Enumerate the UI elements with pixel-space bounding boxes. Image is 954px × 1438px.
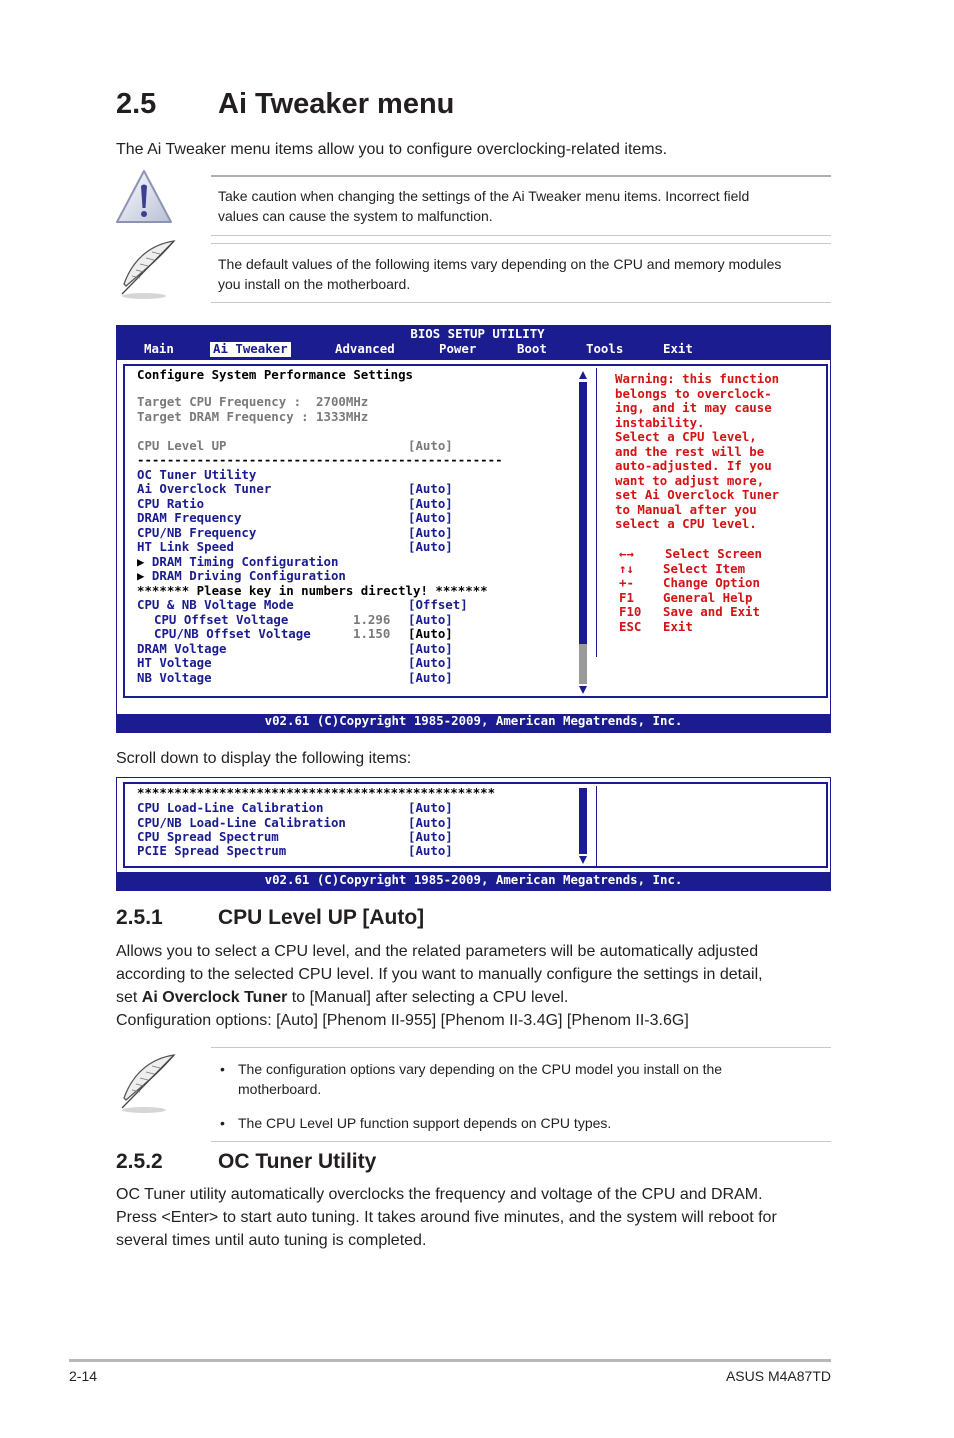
cpu-spread-spectrum-value[interactable]: [Auto] [408, 829, 453, 844]
bios-title: BIOS SETUP UTILITY [410, 326, 545, 341]
bios-body [116, 359, 831, 715]
triangle-right-icon: ▶ [137, 568, 152, 583]
bios-body-2 [116, 777, 831, 873]
menu-advanced[interactable]: Advanced [335, 341, 395, 356]
ai-overclock-tuner-value[interactable]: [Auto] [408, 481, 453, 496]
help-line: Warning: this function [615, 371, 780, 386]
help-line: ing, and it may cause [615, 400, 772, 415]
voltage-mode-label[interactable]: CPU & NB Voltage Mode [137, 597, 294, 612]
menu-boot[interactable]: Boot [517, 341, 547, 356]
dram-voltage-value[interactable]: [Auto] [408, 641, 453, 656]
cpunb-llc-label[interactable]: CPU/NB Load-Line Calibration [137, 815, 346, 830]
cpunb-offset-voltage-label[interactable]: CPU/NB Offset Voltage [154, 626, 311, 641]
cpu-level-up-label[interactable]: CPU Level UP [137, 438, 227, 453]
help-line: select a CPU level. [615, 516, 757, 531]
dram-frequency-value[interactable]: [Auto] [408, 510, 453, 525]
cpu-ratio-label[interactable]: CPU Ratio [137, 496, 205, 511]
feather-pen-icon [114, 1052, 178, 1114]
key-save-exit-desc: Save and Exit [663, 604, 760, 619]
cpunb-frequency-value[interactable]: [Auto] [408, 525, 453, 540]
product-name: ASUS M4A87TD [725, 1368, 831, 1384]
help-panel [615, 372, 825, 642]
cpunb-frequency-label[interactable]: CPU/NB Frequency [137, 525, 257, 540]
warning-icon [114, 168, 174, 226]
help-line: want to adjust more, [615, 472, 765, 488]
pcie-spread-spectrum-value[interactable]: [Auto] [408, 843, 453, 858]
note1-text: The default values of the following items vary depending on the CPU and memory modules you install on the motherboard. [218, 256, 782, 292]
key-select-screen: ←→ [619, 546, 634, 561]
cpunb-offset-voltage-current: 1.150 [353, 626, 391, 641]
cpu-offset-voltage-current: 1.296 [353, 612, 391, 627]
bios-footer-2: v02.61 (C)Copyright 1985-2009, American Megatrends, Inc. [264, 872, 683, 887]
dram-voltage-label[interactable]: DRAM Voltage [137, 641, 227, 656]
help-divider-2 [596, 786, 597, 866]
ht-voltage-label[interactable]: HT Voltage [137, 655, 212, 670]
help-divider [596, 368, 597, 657]
help-line: set Ai Overclock Tuner [615, 487, 780, 502]
bullet-dot: • [220, 1115, 225, 1131]
cpu-offset-voltage-value[interactable]: [Auto] [408, 612, 453, 627]
key-select-item-desc: Select Item [663, 560, 746, 576]
cpu-offset-voltage-label[interactable]: CPU Offset Voltage [154, 612, 289, 627]
note2-top-rule [211, 1047, 831, 1048]
settings-panel [137, 368, 587, 693]
help-line: and the rest will be [615, 443, 765, 459]
ht-link-speed-label[interactable]: HT Link Speed [137, 539, 234, 554]
section-2-5-1-heading: 2.5.1 CPU Level UP [Auto] [116, 906, 425, 929]
bios-footer: v02.61 (C)Copyright 1985-2009, American Megatrends, Inc. [264, 713, 683, 728]
voltage-mode-value[interactable]: [Offset] [408, 597, 468, 612]
menu-main[interactable]: Main [144, 341, 174, 356]
nb-voltage-label[interactable]: NB Voltage [137, 670, 212, 685]
note2-bullet1: The configuration options vary depending on the CPU model you install on the motherboard. [238, 1061, 723, 1097]
key-change-option-desc: Change Option [663, 575, 760, 590]
cpu-llc-label[interactable]: CPU Load-Line Calibration [137, 800, 324, 815]
nb-voltage-value[interactable]: [Auto] [408, 670, 453, 685]
section-2-5-2-body: OC Tuner utility automatically overclocks the frequency and voltage of the CPU and DRAM. Press <Enter> to start auto tuning. It takes around five minutes, and the system will reboot for several times until auto tuning is completed. [116, 1186, 777, 1249]
submenu-dram-driving[interactable]: ▶ DRAM Driving Configuration [137, 568, 346, 583]
cpu-spread-spectrum-label[interactable]: CPU Spread Spectrum [137, 829, 279, 844]
bios-screen-2 [116, 777, 831, 891]
note2-bullet2: The CPU Level UP function support depends on CPU types. [238, 1115, 612, 1131]
stars-line: ************************************************ [137, 785, 496, 800]
scrollbar-2[interactable] [578, 788, 588, 866]
help-line: auto-adjusted. If you [615, 458, 772, 473]
key-select-item: ↑↓ [619, 560, 634, 576]
caution-text: Take caution when changing the settings of the Ai Tweaker menu items. Incorrect field values can cause the system to malfunction. [218, 188, 750, 224]
target-dram-frequency: Target DRAM Frequency : 1333MHz [137, 409, 369, 424]
cpunb-llc-value[interactable]: [Auto] [408, 815, 453, 830]
target-cpu-frequency: Target CPU Frequency : 2700MHz [137, 394, 369, 409]
cpu-llc-value[interactable]: [Auto] [408, 800, 453, 815]
scrollbar[interactable] [578, 370, 588, 696]
note2-bottom-rule [211, 1141, 831, 1142]
menu-tools[interactable]: Tools [586, 341, 624, 356]
key-general-help-desc: General Help [663, 589, 753, 605]
key-select-screen-desc: Select Screen [665, 546, 762, 561]
caution-top-rule [211, 175, 831, 177]
help-line: belongs to overclock- [615, 385, 772, 401]
feather-pen-icon [114, 238, 178, 300]
submenu-dram-timing[interactable]: ▶ DRAM Timing Configuration [137, 554, 339, 569]
key-change-option: +- [619, 575, 634, 590]
bullet-dot: • [220, 1061, 225, 1077]
cpu-ratio-value[interactable]: [Auto] [408, 496, 453, 511]
section-2-5-2-heading: 2.5.2 OC Tuner Utility [116, 1150, 377, 1173]
oc-tuner-utility[interactable]: OC Tuner Utility [137, 467, 257, 482]
note1-bottom-rule [211, 302, 831, 303]
bios-screen [116, 325, 831, 733]
dram-frequency-label[interactable]: DRAM Frequency [137, 510, 242, 525]
key-exit: ESC [619, 618, 642, 634]
menu-power[interactable]: Power [439, 341, 477, 356]
section-2-5-1-body: Allows you to select a CPU level, and the related parameters will be automatically adjusted according to the selected CPU level. If you want to manually configure the settings in detail, set Ai Overclock Tuner to [Manual] after selecting a CPU level. Configuration options: [Auto] [Phenom II-955] [Phenom II-3.4G] [Phenom II-3.6G] [116, 943, 763, 1029]
intro-text: The Ai Tweaker menu items allow you to configure overclocking-related items. [116, 141, 668, 158]
pcie-spread-spectrum-label[interactable]: PCIE Spread Spectrum [137, 843, 287, 858]
key-save-exit: F10 [619, 604, 642, 619]
menu-ai-tweaker[interactable]: Ai Tweaker [210, 342, 291, 357]
cpu-level-up-value[interactable]: [Auto] [408, 438, 453, 453]
key-exit-desc: Exit [663, 618, 693, 634]
separator-line: ------------------------------------------------- [137, 452, 503, 467]
section-title: Configure System Performance Settings [137, 367, 414, 382]
caution-bottom-rule [211, 235, 831, 236]
key-general-help: F1 [619, 589, 634, 605]
settings-panel-2 [137, 786, 587, 866]
ht-voltage-value[interactable]: [Auto] [408, 655, 453, 670]
help-line: Select a CPU level, [615, 429, 757, 444]
note1-top-rule [211, 243, 831, 244]
help-line: instability. [615, 414, 705, 430]
cpunb-offset-voltage-value[interactable]: [Auto] [408, 626, 453, 641]
footer-rule [69, 1359, 831, 1362]
ht-link-speed-value[interactable]: [Auto] [408, 539, 453, 554]
key-in-note: ******* Please key in numbers directly! ******* [137, 583, 488, 598]
help-line: to Manual after you [615, 501, 757, 517]
ai-overclock-tuner-label[interactable]: Ai Overclock Tuner [137, 481, 272, 496]
page-number: 2-14 [69, 1368, 98, 1384]
scroll-note: Scroll down to display the following items: [116, 750, 412, 767]
menu-exit[interactable]: Exit [663, 341, 693, 356]
triangle-right-icon: ▶ [137, 554, 152, 569]
page-title: 2.5 Ai Tweaker menu [116, 88, 455, 120]
